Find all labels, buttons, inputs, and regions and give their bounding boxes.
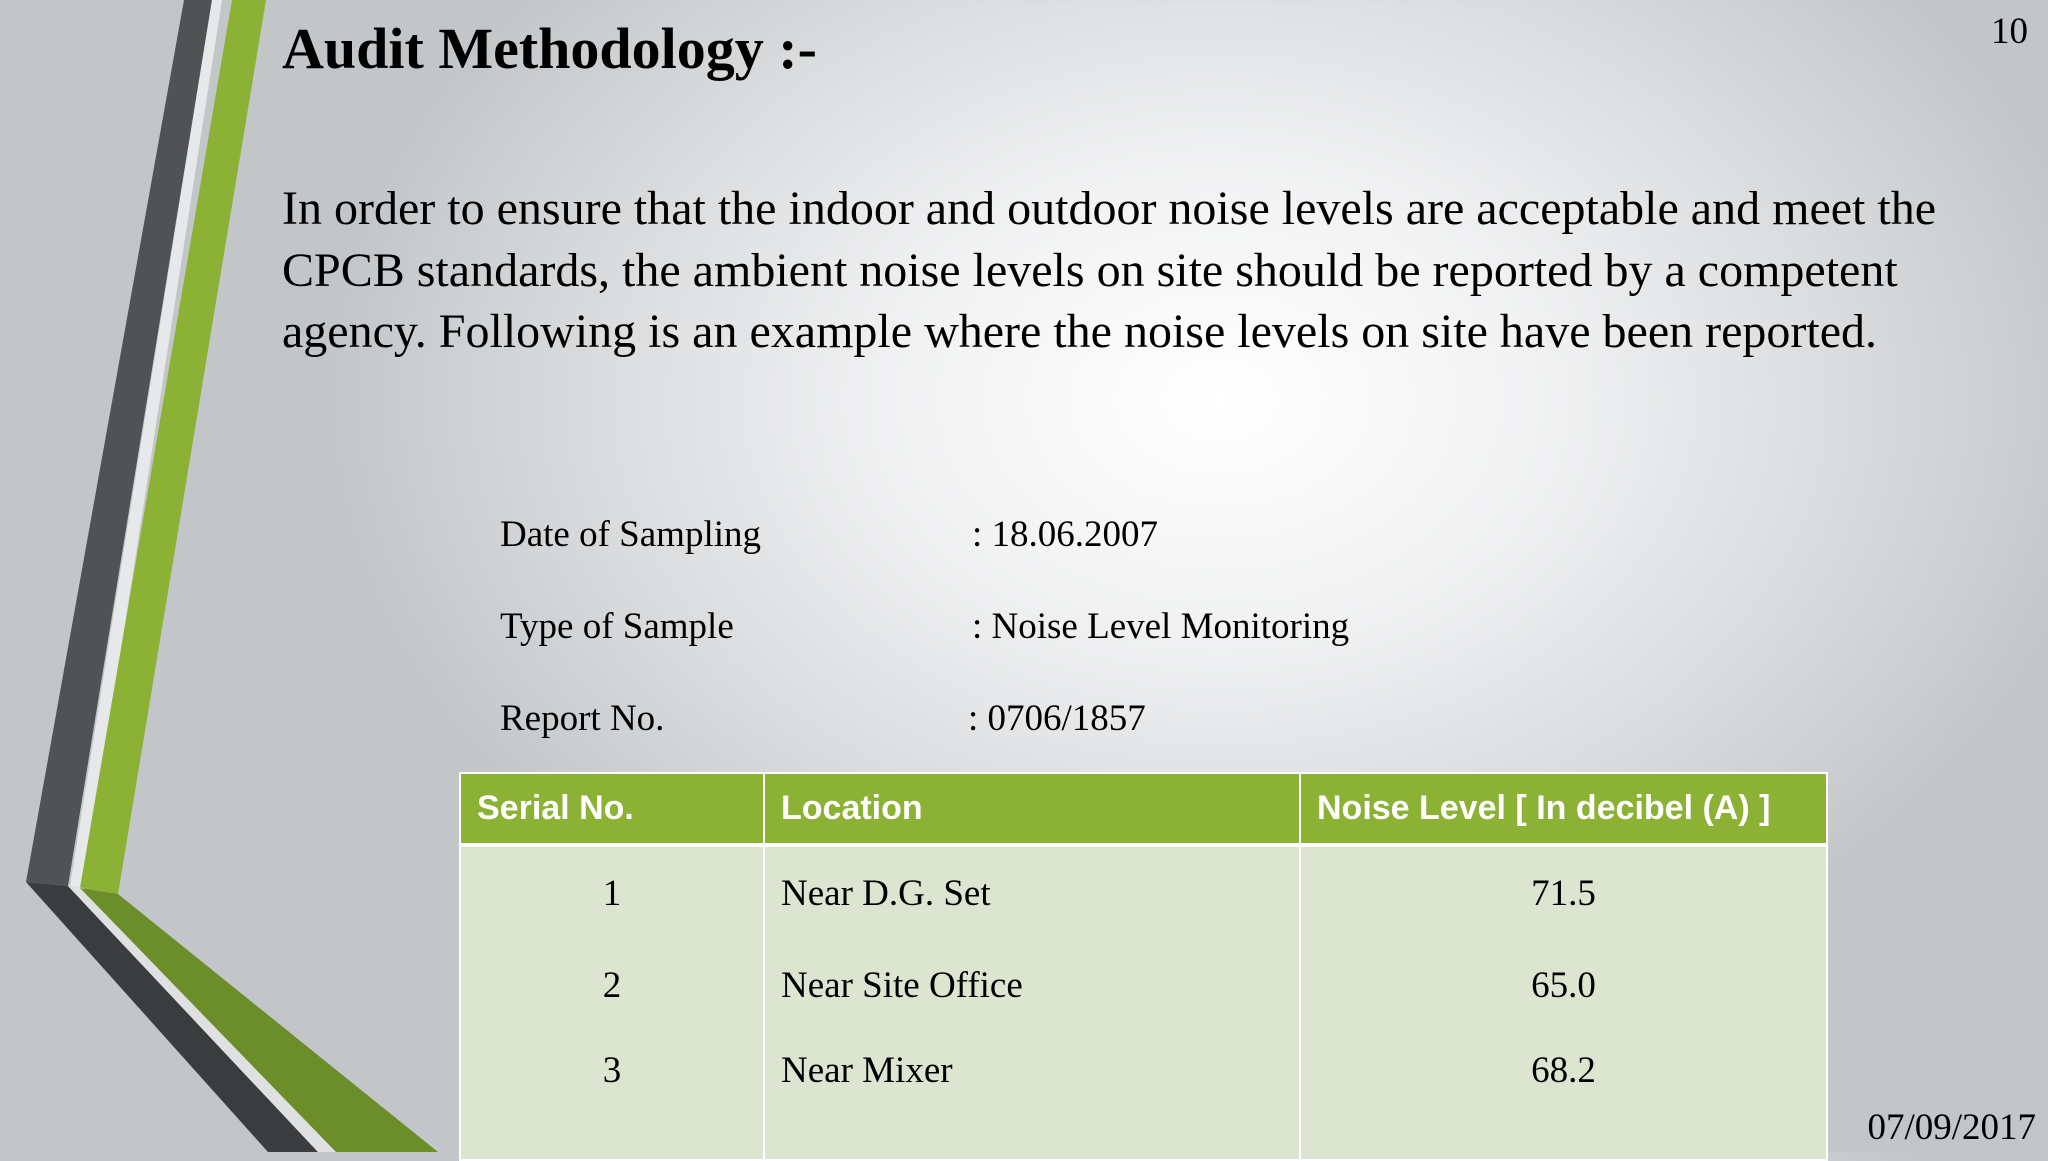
date-of-sampling-value: : 18.06.2007: [972, 514, 1159, 555]
header-noise-level: Noise Level [ In decibel (A) ]: [1300, 773, 1827, 845]
report-no-value: : 0706/1857: [968, 698, 1146, 739]
table-header-row: [460, 773, 1827, 845]
light-stripe-diagonal: [68, 886, 336, 1152]
noise-level-cell: 68.2: [1300, 1031, 1827, 1160]
dark-stripe-diagonal: [26, 882, 318, 1152]
table-row: [460, 845, 1827, 939]
report-no-label: Report No.: [500, 698, 665, 739]
serial-cell: 2: [460, 939, 764, 1031]
type-of-sample-label: Type of Sample: [500, 606, 734, 647]
light-stripe-vertical: [70, 0, 222, 888]
date-of-sampling-label: Date of Sampling: [500, 514, 762, 555]
slide-title: Audit Methodology :-: [282, 16, 817, 81]
page-number: 10: [1991, 11, 2028, 52]
serial-cell: 1: [460, 845, 764, 939]
serial-cell: 3: [460, 1031, 764, 1160]
location-cell: Near Site Office: [764, 939, 1300, 1031]
header-location: Location: [764, 773, 1300, 845]
table-row: [460, 1031, 1827, 1160]
location-cell: Near Mixer: [764, 1031, 1300, 1160]
noise-level-table: [459, 772, 1828, 1161]
footer-date: 07/09/2017: [1867, 1107, 2036, 1148]
body-paragraph: In order to ensure that the indoor and outdoor noise levels are acceptable and meet the CPCB standards, the ambient noise levels on site should be reported by a competent agency. Following is an example where the noise levels on site have been reported.: [282, 182, 1937, 358]
header-serial-no: Serial No.: [460, 773, 764, 845]
location-cell: Near D.G. Set: [764, 845, 1300, 939]
type-of-sample-value: : Noise Level Monitoring: [972, 606, 1350, 647]
table-row: [460, 939, 1827, 1031]
noise-level-cell: 65.0: [1300, 939, 1827, 1031]
noise-level-cell: 71.5: [1300, 845, 1827, 939]
